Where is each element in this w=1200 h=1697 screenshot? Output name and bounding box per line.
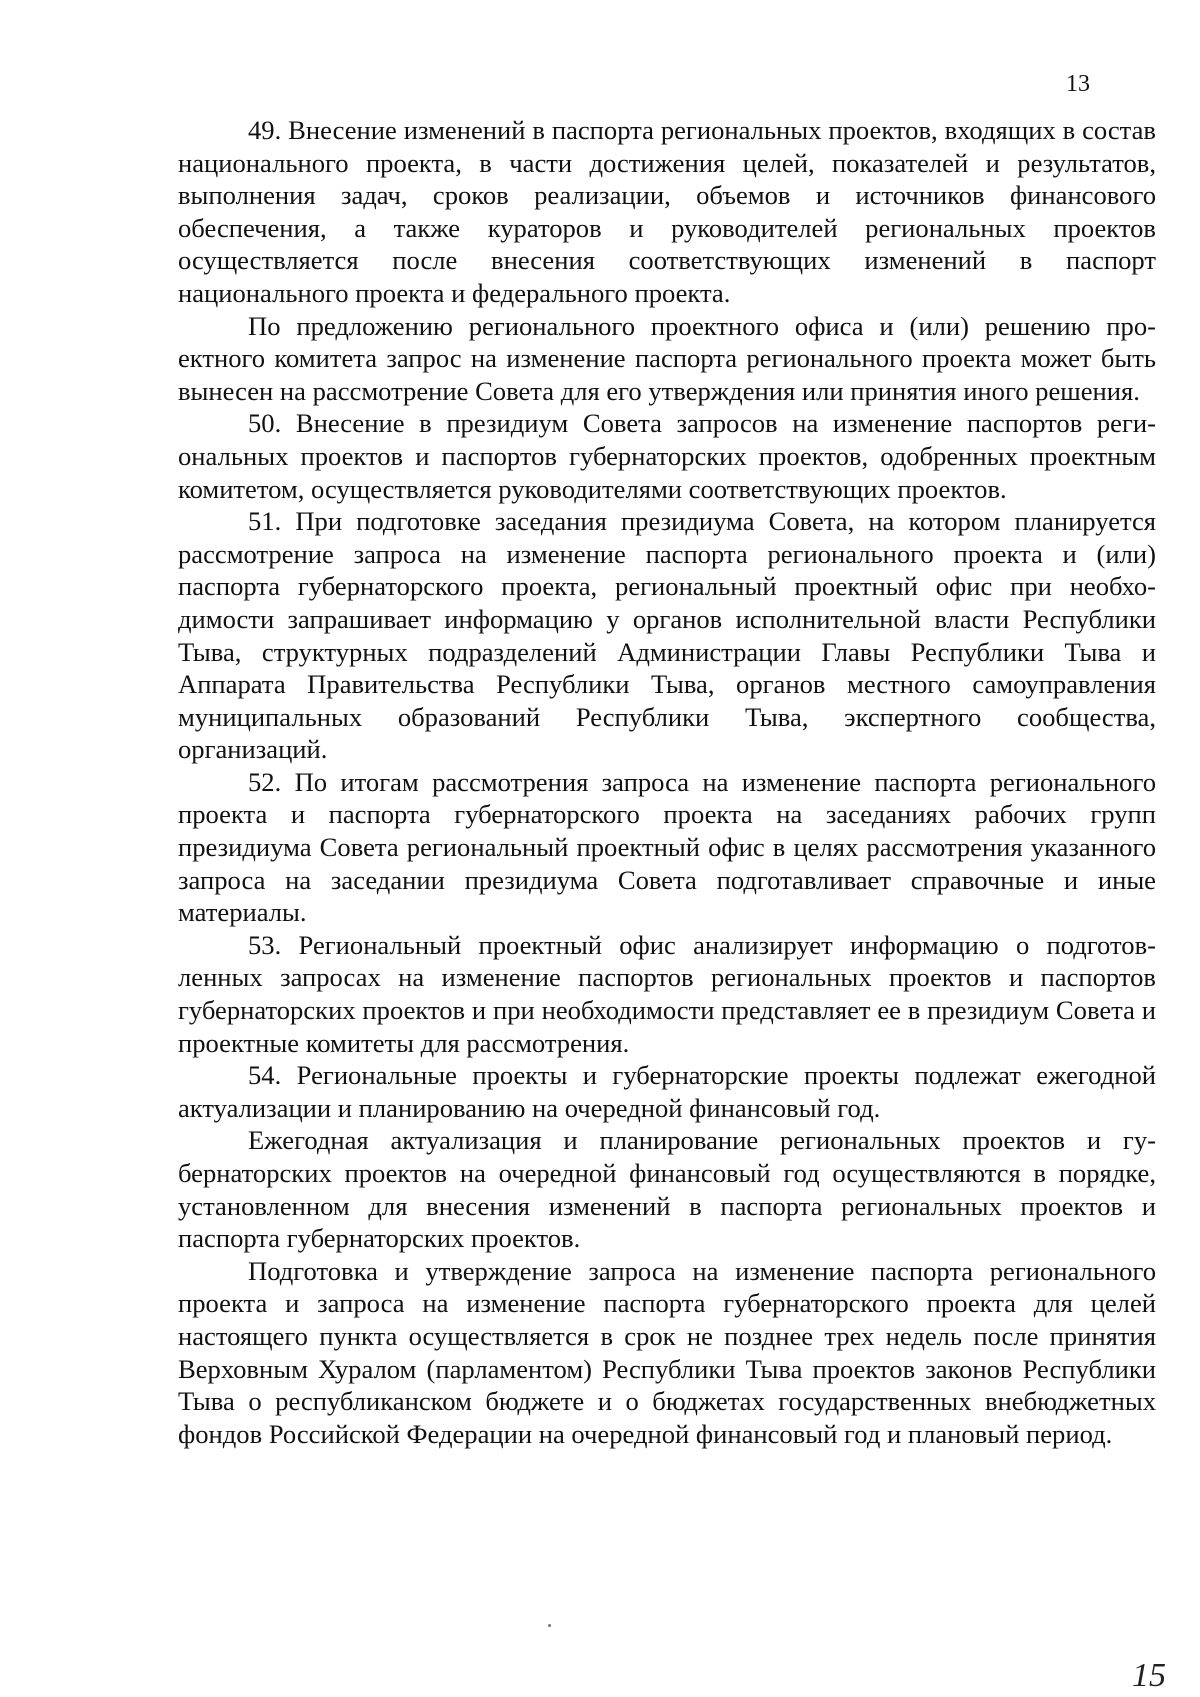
handwritten-sheet-number: 15 <box>1132 1657 1166 1694</box>
paragraph-52: 52. По итогам рассмотрения запроса на изменение паспорта регионального проекта и паспорта губернаторского проекта на заседаниях рабочих групп президиума Совета региональный проектный офис в целях рассмотрения указанного запроса на заседании президиума Совета подготавливает справочные и иные материалы. <box>178 766 1156 928</box>
paragraph-54: 54. Региональные проекты и губернаторские проекты подлежат ежегодной актуализации и планированию на очередной финансовый год. <box>178 1060 1156 1123</box>
scan-speck <box>548 1624 551 1627</box>
paragraph-53: 53. Региональный проектный офис анализирует информацию о подготовленных запросах на изменение паспортов региональных проектов и паспортов губернаторских проектов и при необходимости представляет ее в президиум Совета и проектные комитеты для рассмотрения. <box>178 929 1156 1058</box>
paragraph-50: 50. Внесение в президиум Совета запросов на изменение паспортов региональных проектов и паспортов губернаторских проектов, одобренных проектным комитетом, осуществляется руководителями соответствующих проектов. <box>178 408 1156 504</box>
paragraph-51: 51. При подготовке заседания президиума Совета, на котором планируется рассмотрение запроса на изменение паспорта регионального проекта и (или) паспорта губернаторского проекта, региональный проектный офис при необходимости запрашивает информацию у органов исполнительной власти Республики Тыва, структурных подразделений Администрации Главы Республики Тыва и Аппарата Правительства Республики Тыва, органов местного самоуправления муниципальных образований Республики Тыва, экспертного сообщества, организаций. <box>178 506 1156 765</box>
paragraph-49: 49. Внесение изменений в паспорта региональных проектов, входящих в состав национального проекта, в части достижения целей, показателей и результатов, выполнения задач, сроков реализации, объемов и источников финансового обеспечения, а также кураторов и руководителей региональных проектов осуществляется после внесения соответствующих изменений в паспорт национального проекта и федерального проекта. <box>178 115 1156 308</box>
paragraph-54-annual-update: Ежегодная актуализация и планирование региональных проектов и губернаторских проектов на очередной финансовый год осуществляются в порядке, установленном для внесения изменений в паспорта региональных проектов и паспорта губернаторских проектов. <box>178 1125 1156 1254</box>
paragraph-54-deadline: Подготовка и утверждение запроса на изменение паспорта регионального проекта и запроса на изменение паспорта губернаторского проекта для целей настоящего пункта осуществляется в срок не позднее трех недель после принятия Верховным Хуралом (парламентом) Республики Тыва проектов законов Республики Тыва о республиканском бюджете и о бюджетах государственных внебюджетных фондов Российской Федерации на очередной финансовый год и плановый период. <box>178 1255 1156 1449</box>
page-number: 13 <box>1066 71 1090 97</box>
paragraph-49-addendum: По предложению регионального проектного офиса и (или) решению проектного комитета запрос на изменение паспорта регионального проекта может быть вынесен на рассмотрение Совета для его утверждения или принятия иного решения. <box>178 310 1156 406</box>
document-text <box>178 114 1156 1450</box>
